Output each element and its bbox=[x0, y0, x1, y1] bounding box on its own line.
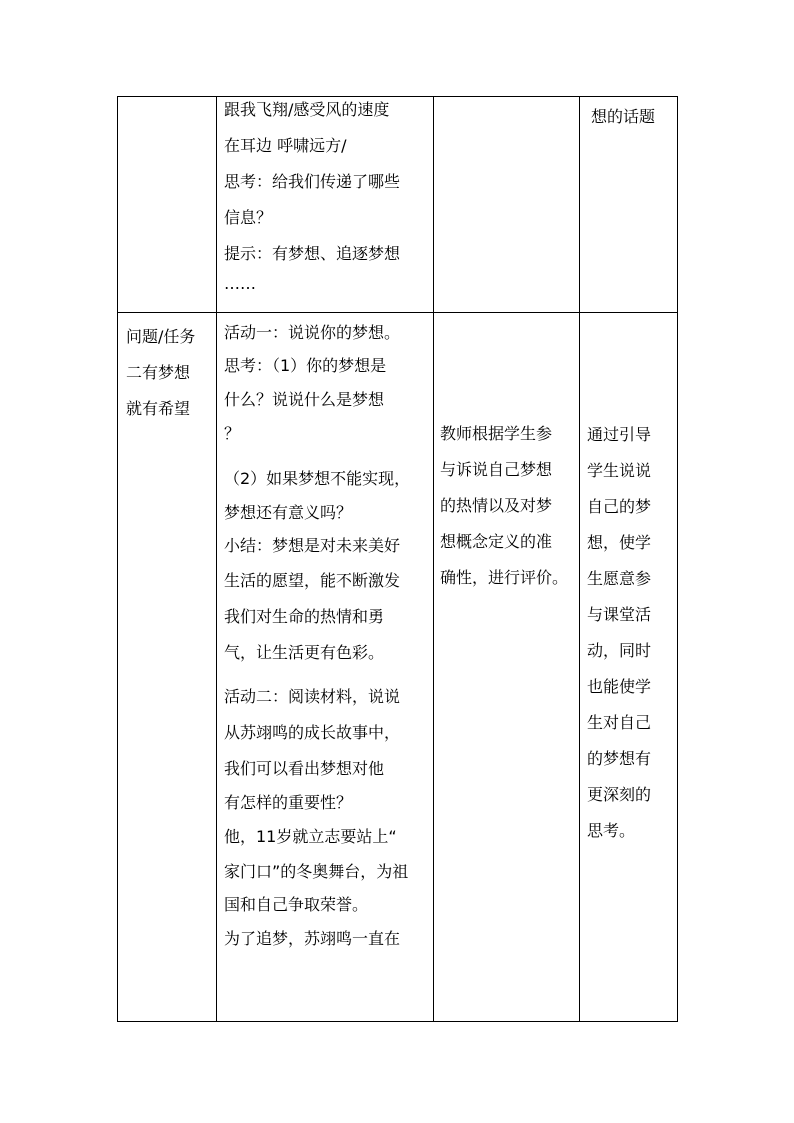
text-line: 国和自己争取荣誉。 bbox=[224, 895, 369, 914]
table-col-divider-2 bbox=[433, 96, 434, 1022]
text-line: 跟我飞翔/感受风的速度 bbox=[224, 100, 390, 119]
text-line: 家门口”的冬奥舞台，为祖 bbox=[224, 862, 409, 881]
text-line: 就有希望 bbox=[126, 399, 191, 418]
text-line: 的梦想有 bbox=[587, 749, 652, 768]
text-line: 气，让生活更有色彩。 bbox=[224, 643, 385, 662]
text-line: 思考：给我们传递了哪些 bbox=[224, 172, 401, 191]
text-line: 的热情以及对梦 bbox=[440, 496, 553, 515]
row2-task-cell bbox=[126, 319, 195, 427]
text-line: 确性，进行评价。 bbox=[440, 568, 569, 587]
table-col-divider-1 bbox=[216, 96, 217, 1022]
text-line: 与诉说自己梦想 bbox=[440, 460, 553, 479]
text-line: 想的话题 bbox=[591, 107, 656, 126]
row1-purpose-cell bbox=[591, 99, 655, 135]
text-line: 想概念定义的准 bbox=[440, 532, 553, 551]
text-line: 活动一：说说你的梦想。 bbox=[224, 323, 401, 342]
row2-purpose-cell bbox=[587, 417, 651, 849]
text-line: 在耳边 呼啸远方/ bbox=[224, 136, 347, 155]
text-line: 我们对生命的热情和勇 bbox=[224, 607, 385, 626]
table-col-divider-3 bbox=[579, 96, 580, 1022]
text-line: 思考。 bbox=[587, 821, 636, 840]
text-line: 学生说说 bbox=[587, 461, 652, 480]
text-line: 想，使学 bbox=[587, 533, 652, 552]
lesson-table bbox=[117, 96, 678, 1022]
text-line: 我们可以看出梦想对他 bbox=[224, 759, 385, 778]
table-border-left bbox=[117, 96, 118, 1022]
text-line: 什么？说说什么是梦想 bbox=[224, 390, 385, 409]
text-line: 通过引导 bbox=[587, 425, 652, 444]
text-line: 二有梦想 bbox=[126, 363, 191, 382]
text-line: 梦想还有意义吗？ bbox=[224, 503, 353, 522]
text-line: 动，同时 bbox=[587, 641, 652, 660]
text-line: 自己的梦 bbox=[587, 497, 652, 516]
table-border-bottom bbox=[117, 1021, 678, 1022]
text-line: 生对自己 bbox=[587, 713, 652, 732]
row2-evaluation-cell bbox=[440, 416, 568, 596]
text-line: 小结：梦想是对未来美好 bbox=[224, 536, 401, 555]
text-line: 生活的愿望，能不断激发 bbox=[224, 571, 401, 590]
table-row-divider bbox=[117, 312, 678, 313]
row1-activity-cell bbox=[224, 92, 400, 296]
text-line: 为了追梦，苏翊鸣一直在 bbox=[224, 929, 401, 948]
text-line: 生愿意参 bbox=[587, 569, 652, 588]
text-line: …… bbox=[224, 274, 256, 293]
text-line: 也能使学 bbox=[587, 677, 652, 696]
text-line: 教师根据学生参 bbox=[440, 424, 553, 443]
text-line: 问题/任务 bbox=[126, 327, 196, 346]
text-line: 从苏翊鸣的成长故事中， bbox=[224, 723, 401, 742]
text-line: 更深刻的 bbox=[587, 785, 652, 804]
text-line: 活动二：阅读材料，说说 bbox=[224, 687, 401, 706]
text-line: 提示：有梦想、追逐梦想 bbox=[224, 244, 401, 263]
text-line: ？ bbox=[224, 424, 241, 443]
table-border-right bbox=[677, 96, 678, 1022]
text-line: 有怎样的重要性？ bbox=[224, 793, 353, 812]
text-line: 与课堂活 bbox=[587, 605, 652, 624]
text-line: 思考：（1）你的梦想是 bbox=[224, 356, 387, 375]
row2-activity-cell bbox=[224, 317, 410, 957]
text-line: 他，11岁就立志要站上“ bbox=[224, 827, 397, 846]
text-line: 信息？ bbox=[224, 208, 273, 227]
text-line: （2）如果梦想不能实现， bbox=[224, 469, 411, 488]
